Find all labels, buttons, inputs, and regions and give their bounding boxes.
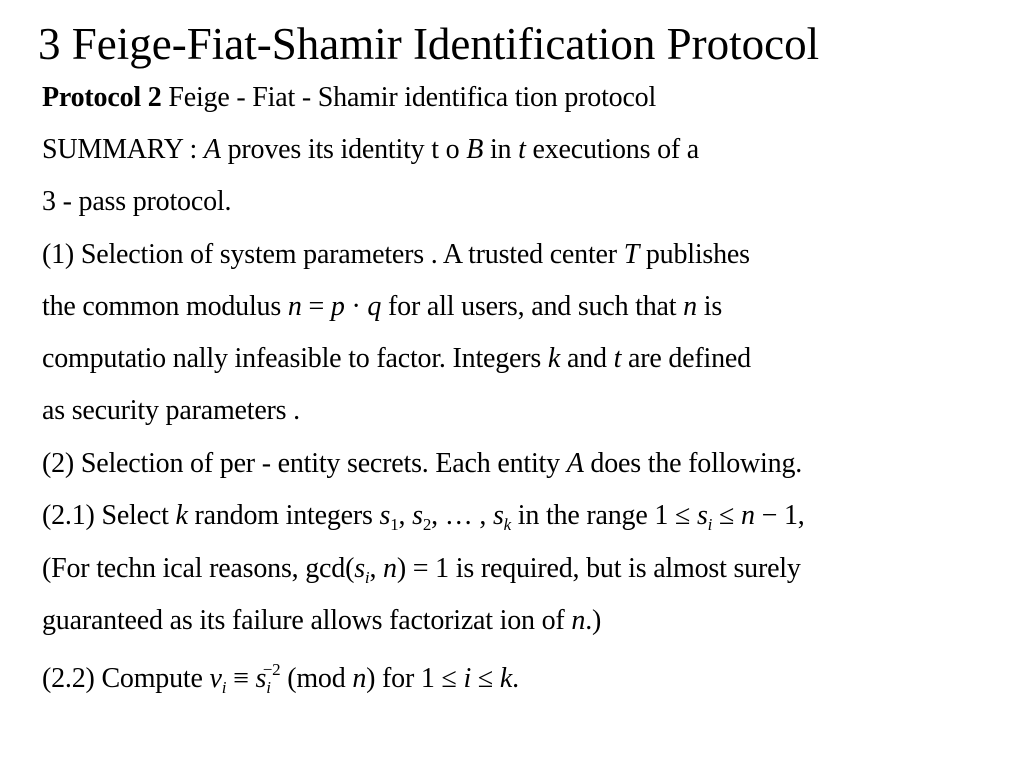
step1-line-3 [42, 341, 751, 377]
dot-operator: · [344, 291, 368, 322]
superscript: −2 [262, 660, 281, 679]
subscript: 1 [390, 515, 399, 534]
var-s: s [492, 500, 504, 531]
step2-1-text: (2.1) Select [42, 500, 176, 531]
step1-text: for all users, and such that [381, 291, 684, 322]
var-s: s [379, 500, 391, 531]
step1-line-2 [42, 289, 722, 325]
var-i: i [463, 663, 472, 694]
step1-line-4: as security parameters . [42, 395, 300, 426]
step1-text: computatio nally infeasible to factor. Integers [42, 343, 548, 374]
step1-text: the common modulus [42, 291, 288, 322]
subscript: i [266, 678, 271, 697]
ellipsis: , … , [431, 500, 493, 531]
var-q: q [367, 291, 382, 322]
subscript: 2 [422, 515, 432, 534]
step2-1-text: random integers [187, 500, 380, 531]
slide-title: 3 Feige-Fiat-Shamir Identification Protocol [38, 19, 820, 69]
var-v: v [209, 663, 222, 694]
step2-1-text: − 1, [754, 500, 805, 531]
comma: , [369, 553, 384, 584]
subscript: i [707, 515, 713, 534]
var-k: k [499, 663, 513, 694]
var-n: n [352, 663, 367, 694]
leq-sign: ≤ [712, 500, 741, 531]
step2-text: does the following. [583, 448, 803, 479]
var-p: p [330, 291, 345, 322]
protocol-header-line [42, 80, 656, 116]
step2-1-note-line-2 [42, 603, 601, 639]
summary-text: in [483, 134, 519, 165]
comma: , [398, 500, 413, 531]
var-s: s [354, 553, 365, 584]
step1-text: and [560, 343, 614, 374]
var-T: T [623, 239, 640, 270]
var-s: s [696, 500, 708, 531]
equiv-sign: ≡ [226, 663, 256, 694]
var-n: n [571, 605, 586, 636]
var-s: s [255, 663, 267, 694]
var-n: n [740, 500, 755, 531]
step2-1-text: in the range 1 ≤ [511, 500, 697, 531]
note-text: .) [585, 605, 602, 636]
step1-text: is [696, 291, 723, 322]
var-k: k [175, 500, 188, 531]
var-B: B [466, 134, 484, 165]
note-text: (For techn ical reasons, gcd( [42, 553, 355, 584]
var-n: n [683, 291, 697, 322]
step2-1-note-line-1 [42, 551, 801, 587]
protocol-label: Protocol 2 [42, 82, 162, 113]
step1-text: are defined [621, 343, 751, 374]
subscript: k [503, 515, 511, 534]
step2-1-line [42, 498, 805, 534]
step1-text: (1) Selection of system parameters . A trusted center [42, 239, 624, 270]
step1-text: publishes [639, 239, 750, 270]
note-text: guaranteed as its failure allows factorizat ion of [42, 605, 572, 636]
leq-sign: ≤ [471, 663, 500, 694]
summary-text: executions of a [525, 134, 700, 165]
step2-line-1 [42, 446, 802, 482]
subscript: i [221, 678, 227, 697]
var-A: A [203, 134, 221, 165]
step2-text: (2) Selection of per - entity secrets. Each entity [42, 448, 567, 479]
summary-text: proves its identity t o [220, 134, 467, 165]
step2-2-text: ) for 1 ≤ [366, 663, 464, 694]
protocol-name: Feige - Fiat - Shamir identifica tion protocol [168, 82, 657, 113]
note-text: ) = 1 is required, but is almost surely [396, 553, 801, 584]
step2-2-line [42, 661, 519, 697]
var-t: t [518, 134, 526, 165]
var-k: k [547, 343, 561, 374]
var-n: n [383, 553, 397, 584]
var-A: A [566, 448, 584, 479]
equals-sign: = [301, 291, 331, 322]
period: . [512, 663, 519, 694]
var-t: t [613, 343, 622, 374]
summary-line-2: 3 - pass protocol. [42, 186, 232, 217]
step2-2-text: (mod [280, 663, 353, 694]
summary-line [42, 132, 699, 168]
var-n: n [287, 291, 302, 322]
var-s: s [412, 500, 423, 531]
step1-line-1 [42, 237, 750, 273]
step2-2-text: (2.2) Compute [42, 663, 210, 694]
summary-label: SUMMARY : [42, 134, 204, 165]
subscript: i [364, 568, 370, 587]
